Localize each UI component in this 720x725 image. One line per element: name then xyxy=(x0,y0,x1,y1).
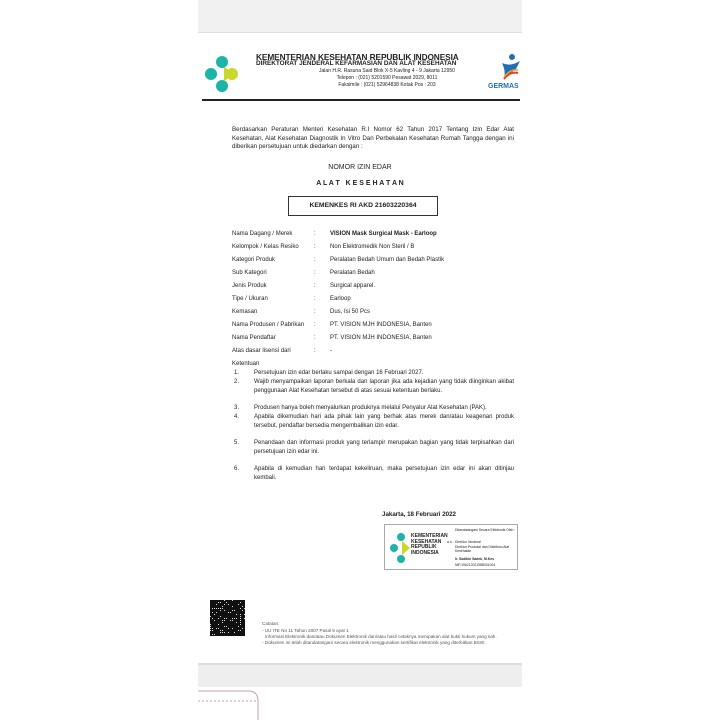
field-value: Peralatan Bedah xyxy=(330,270,375,276)
field-value: PT. VISION MJH INDONESIA, Banten xyxy=(330,322,432,328)
field-colon: : xyxy=(314,335,316,341)
field-value: PT. VISION MJH INDONESIA, Banten xyxy=(330,335,432,341)
field-colon: : xyxy=(314,283,316,289)
signer-role-detail: Direktur Produksi dan Distribusi Alat Kesehatan xyxy=(455,545,510,553)
kemenkes-seal-icon xyxy=(389,529,411,567)
notes-line: - UU ITE No 11 Tahun 2007 Pasal 5 ayat 1 xyxy=(262,628,349,633)
signer-role: Direktur Jenderal xyxy=(455,540,481,544)
field-row xyxy=(232,257,444,263)
an-label: a.n. xyxy=(447,540,453,544)
field-label: Jenis Produk xyxy=(232,283,267,289)
ketentuan-item xyxy=(232,439,514,456)
fax: Faksimile : (021) 52964838 Kotak Pos : 203 xyxy=(338,82,436,88)
field-row xyxy=(232,283,375,289)
notes-line: Informasi Elektronik dan/atau Dokumen Elektronik dan/atau hasil cetaknya merupakan alat bukti hukum yang sah. xyxy=(265,634,497,639)
electronic-signature-box xyxy=(384,524,518,570)
qr-code-icon xyxy=(210,600,245,636)
field-colon: : xyxy=(314,244,316,250)
field-row xyxy=(232,322,432,328)
field-colon: : xyxy=(314,322,316,328)
field-colon: : xyxy=(314,231,316,237)
signer-name: Ir. Sodikin Sadek, M.Kes xyxy=(455,557,495,561)
item-number: 5. xyxy=(234,440,240,446)
germas-logo-icon xyxy=(498,53,522,81)
phone: Telepon : (021) 5201590 Pesawat 2029, 8011 xyxy=(336,75,438,81)
field-colon: : xyxy=(314,348,316,354)
field-label: Nama Pendaftar xyxy=(232,335,276,341)
category-title: A L A T K E S E H A T A N xyxy=(316,180,404,187)
field-value: Earloop xyxy=(330,296,351,302)
item-number: 3. xyxy=(234,405,240,411)
item-text: Apabila dikemudian hari ada pihak lain yang berhak atas merek dan/atau keagenan produk tersebut, pendaftar bersedia mengembalikan izin edar. xyxy=(254,414,514,429)
kemenkes-logo-icon xyxy=(202,53,242,95)
field-value: Peralatan Bedah Umum dan Bedah Plastik xyxy=(330,257,445,263)
item-text: Wajib menyampaikan laporan berkala dan laporan jika ada kejadian yang tidak diinginkan akibat penggunaan Alat Kesehatan tersebut di atas sesuai ketentuan berlaku. xyxy=(254,379,514,394)
field-colon: : xyxy=(314,270,316,276)
field-value: Non Elektromedik Non Steril / B xyxy=(330,244,415,250)
signer-nip: NIP.196212021988031004 xyxy=(455,563,496,567)
field-value: - xyxy=(330,348,332,354)
item-text: Penandaan dan informasi produk yang terlampir merupakan bagian yang tidak terpisahkan dari persetujuan izin edar ini. xyxy=(254,440,514,455)
signed-by: Ditandatangani Secara Elektronik Oleh : xyxy=(455,528,516,532)
field-label: Sub Kategori xyxy=(232,270,267,276)
ketentuan-title: Ketentuan xyxy=(232,361,260,367)
field-label: Tipe / Ukuran xyxy=(232,296,268,302)
nomor-izin-label: NOMOR IZIN EDAR xyxy=(328,164,392,171)
seal-text: KEMENTERIAN KESEHATAN REPUBLIK INDONESIA xyxy=(411,533,448,556)
item-number: 1. xyxy=(234,370,240,376)
header-divider xyxy=(202,99,520,101)
next-page-preview xyxy=(198,687,522,720)
field-row xyxy=(232,309,370,315)
ketentuan-item xyxy=(232,369,514,378)
field-label: Kategori Produk xyxy=(232,257,276,263)
notes-title: Catatan: xyxy=(262,621,280,626)
item-number: 4. xyxy=(234,414,240,420)
field-row xyxy=(232,348,332,354)
field-label: Kelompok / Kelas Resiko xyxy=(232,244,299,250)
ketentuan-item xyxy=(232,404,514,413)
field-label: Nama Produsen / Pabrikan xyxy=(232,322,305,328)
top-toolbar-band xyxy=(198,0,522,33)
page-separator xyxy=(198,663,522,687)
item-text: Produsen hanya boleh menyalurkan produknya melalui Penyalur Alat Kesehatan (PAK). xyxy=(254,405,487,411)
item-number: 2. xyxy=(234,379,240,385)
registration-number: KEMENKES RI AKD 21603220364 xyxy=(288,196,438,216)
place-date: Jakarta, 18 Februari 2022 xyxy=(382,511,456,518)
germas-logo-text: GERMAS xyxy=(488,83,519,90)
field-label: Nama Dagang / Merek xyxy=(232,231,293,237)
field-value: Surgical apparel. xyxy=(330,283,376,289)
ketentuan-item xyxy=(232,465,514,482)
field-row xyxy=(232,335,432,341)
ketentuan-item xyxy=(232,378,514,395)
field-row xyxy=(232,244,414,250)
notes-line: - Dokumen ini telah ditandatangani secara elektronik menggunakan sertifikat elektronik yang diterbitkan BSrE. xyxy=(262,640,486,645)
intro-paragraph: Berdasarkan Peraturan Menteri Kesehatan R.I Nomor 62 Tahun 2017 Tentang Izin Edar Alat Kesehatan, Alat Kesehatan Diagnostik In Vitro Dan Perbekalan Kesehatan Rumah Tangga dengan ini diberikan persetujuan untuk diedarkan dengan : xyxy=(232,126,514,151)
field-colon: : xyxy=(314,257,316,263)
field-colon: : xyxy=(314,296,316,302)
address: Jalan H.R. Rasuna Said Blok X-5 Kavling 4 - 9 Jakarta 12950 xyxy=(319,68,455,74)
ketentuan-item xyxy=(232,413,514,430)
field-colon: : xyxy=(314,309,316,315)
field-row xyxy=(232,231,437,237)
field-row xyxy=(232,270,375,276)
item-text: Apabila di kemudian hari terdapat kekeliruan, maka persetujuan izin edar ini akan ditinjau kembali. xyxy=(254,466,514,481)
directorate-name: DIREKTORAT JENDERAL KEFARMASIAN DAN ALAT KESEHATAN xyxy=(256,60,457,67)
ministry-name: KEMENTERIAN KESEHATAN REPUBLIK INDONESIA xyxy=(256,52,459,62)
item-text: Persetujuan izin edar berlaku sampai dengan 16 Februari 2027. xyxy=(254,370,424,376)
item-number: 6. xyxy=(234,466,240,472)
field-value: Dus, Isi 50 Pcs xyxy=(330,309,371,315)
field-label: Atas dasar lisensi dari xyxy=(232,348,291,354)
field-value: VISION Mask Surgical Mask - Earloop xyxy=(330,231,437,237)
document-page xyxy=(198,33,522,663)
field-label: Kemasan xyxy=(232,309,258,315)
field-row xyxy=(232,296,351,302)
